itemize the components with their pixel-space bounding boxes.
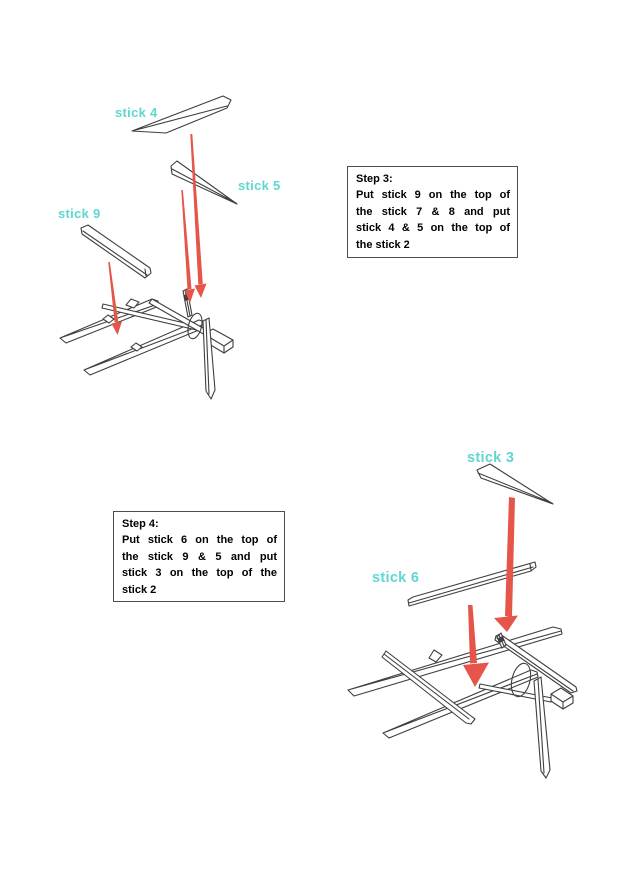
step-3-text-line: the stick 7 & 8 and put: [356, 205, 510, 218]
assembly2-stake: [534, 677, 550, 778]
arrow-stick4-down-icon: [190, 134, 206, 298]
step-4-text-line: stick 3 on the top of the: [122, 567, 277, 580]
step-4-title: Step 4:: [122, 518, 159, 530]
label-stick-3: stick 3: [467, 450, 515, 466]
label-stick-6: stick 6: [372, 570, 420, 586]
step-3-text-line: stick 4 & 5 on the top of: [356, 222, 510, 235]
step-4-text-line: stick 2: [122, 583, 157, 596]
step-4-box: [113, 511, 285, 602]
step-3-box: [347, 166, 518, 258]
step-3-title: Step 3:: [356, 173, 393, 185]
label-stick-9: stick 9: [58, 206, 101, 221]
arrow-stick6-down-icon: [463, 605, 489, 687]
stick-5-shape: [171, 161, 237, 204]
stick-6-shape: [408, 562, 536, 606]
label-stick-4: stick 4: [115, 105, 158, 120]
assembly2-joint-bump: [429, 650, 442, 662]
label-stick-5: stick 5: [238, 178, 281, 193]
arrow-stick5-down-icon: [181, 190, 195, 303]
step-3-text-line: the stick 2: [356, 238, 410, 251]
step-4-text-line: Put stick 6 on the top of: [122, 534, 277, 547]
arrow-stick3-down-icon: [494, 497, 518, 632]
step-3-text-line: Put stick 9 on the top of: [356, 189, 510, 202]
stick-9-shape: [81, 225, 151, 278]
step-4-text-line: the stick 9 & 5 and put: [122, 550, 277, 563]
